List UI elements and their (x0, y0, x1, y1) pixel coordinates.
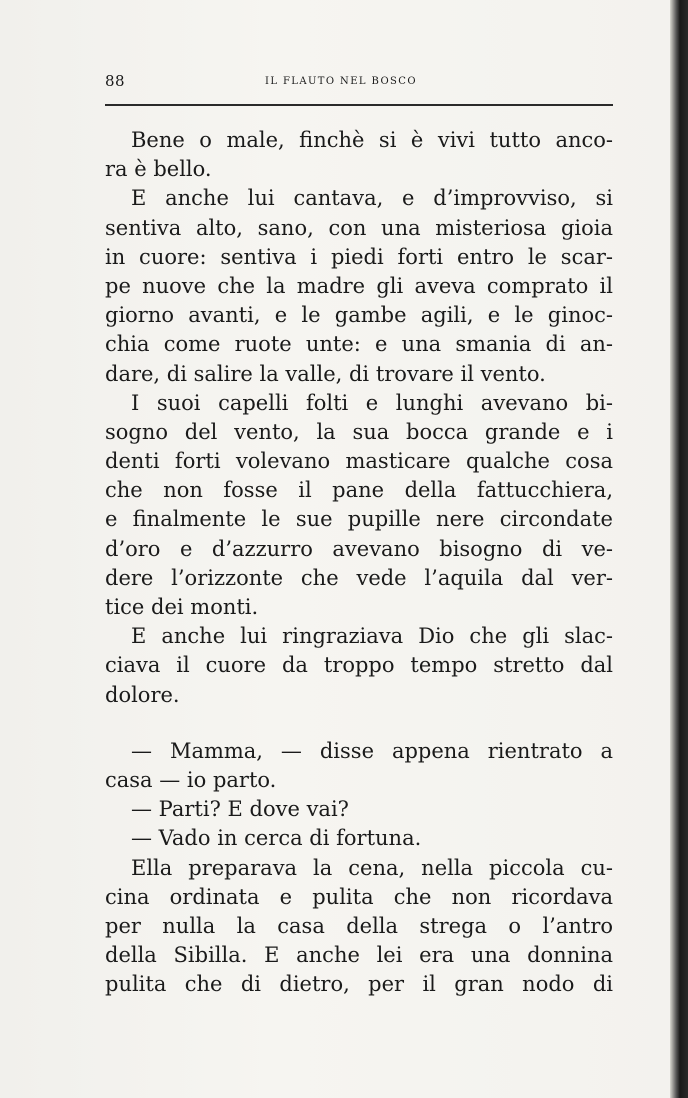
text-line: — Mamma, — disse appena rientrato a (131, 738, 613, 763)
text-line: Bene o male, finchè si è vivi tutto anco- (131, 128, 613, 152)
text-line: pulita che di dietro, per il gran nodo di (105, 972, 613, 997)
text-line: ra è bello. (105, 157, 212, 182)
text-line: E anche lui ringraziava Dio che gli slac- (131, 624, 613, 649)
page-binding-edge (670, 0, 688, 1098)
header-rule (105, 104, 613, 106)
text-line: che non fosse il pane della fattucchiera, (105, 478, 613, 503)
text-line: d’oro e d’azzurro avevano bisogno di ve- (105, 536, 613, 561)
text-line: cina ordinata e pulita che non ricordava (105, 884, 613, 909)
text-line: casa — io parto. (105, 767, 277, 792)
text-line: per nulla la casa della strega o l’antro (105, 913, 613, 938)
text-section-1 (105, 126, 613, 710)
text-line: I suoi capelli folti e lunghi avevano bi- (131, 390, 613, 415)
text-section-2 (105, 737, 613, 1000)
section-break (105, 710, 613, 737)
text-line: dolore. (105, 682, 180, 707)
text-line: sentiva alto, sano, con una misteriosa gioia (105, 215, 613, 240)
body-text (105, 126, 613, 999)
text-line: Ella preparava la cena, nella piccola cu- (131, 855, 613, 880)
text-line: pe nuove che la madre gli aveva comprato il (105, 273, 613, 298)
text-line: in cuore: sentiva i piedi forti entro le scar- (105, 244, 613, 269)
text-line: denti forti volevano masticare qualche cosa (105, 449, 613, 474)
text-line: dare, di salire la valle, di trovare il vento. (105, 361, 546, 386)
text-line: dere l’orizzonte che vede l’aquila dal ver- (105, 565, 613, 590)
text-line: E anche lui cantava, e d’improvviso, si (131, 186, 613, 211)
text-line: — Vado in cerca di fortuna. (131, 826, 422, 851)
text-line: sogno del vento, la sua bocca grande e i (105, 419, 613, 444)
text-line: e finalmente le sue pupille nere circondate (105, 507, 613, 532)
running-title: IL FLAUTO NEL BOSCO (265, 76, 417, 87)
page-number: 88 (105, 72, 126, 90)
text-line: — Parti? E dove vai? (131, 797, 349, 822)
text-line: ciava il cuore da troppo tempo stretto dal (105, 653, 613, 678)
text-line: giorno avanti, e le gambe agili, e le ginoc- (105, 303, 613, 328)
text-line: della Sibilla. E anche lei era una donnina (105, 943, 613, 968)
text-line: tice dei monti. (105, 595, 259, 619)
page-header (105, 72, 613, 94)
text-line: chia come ruote unte: e una smania di an- (105, 332, 613, 357)
